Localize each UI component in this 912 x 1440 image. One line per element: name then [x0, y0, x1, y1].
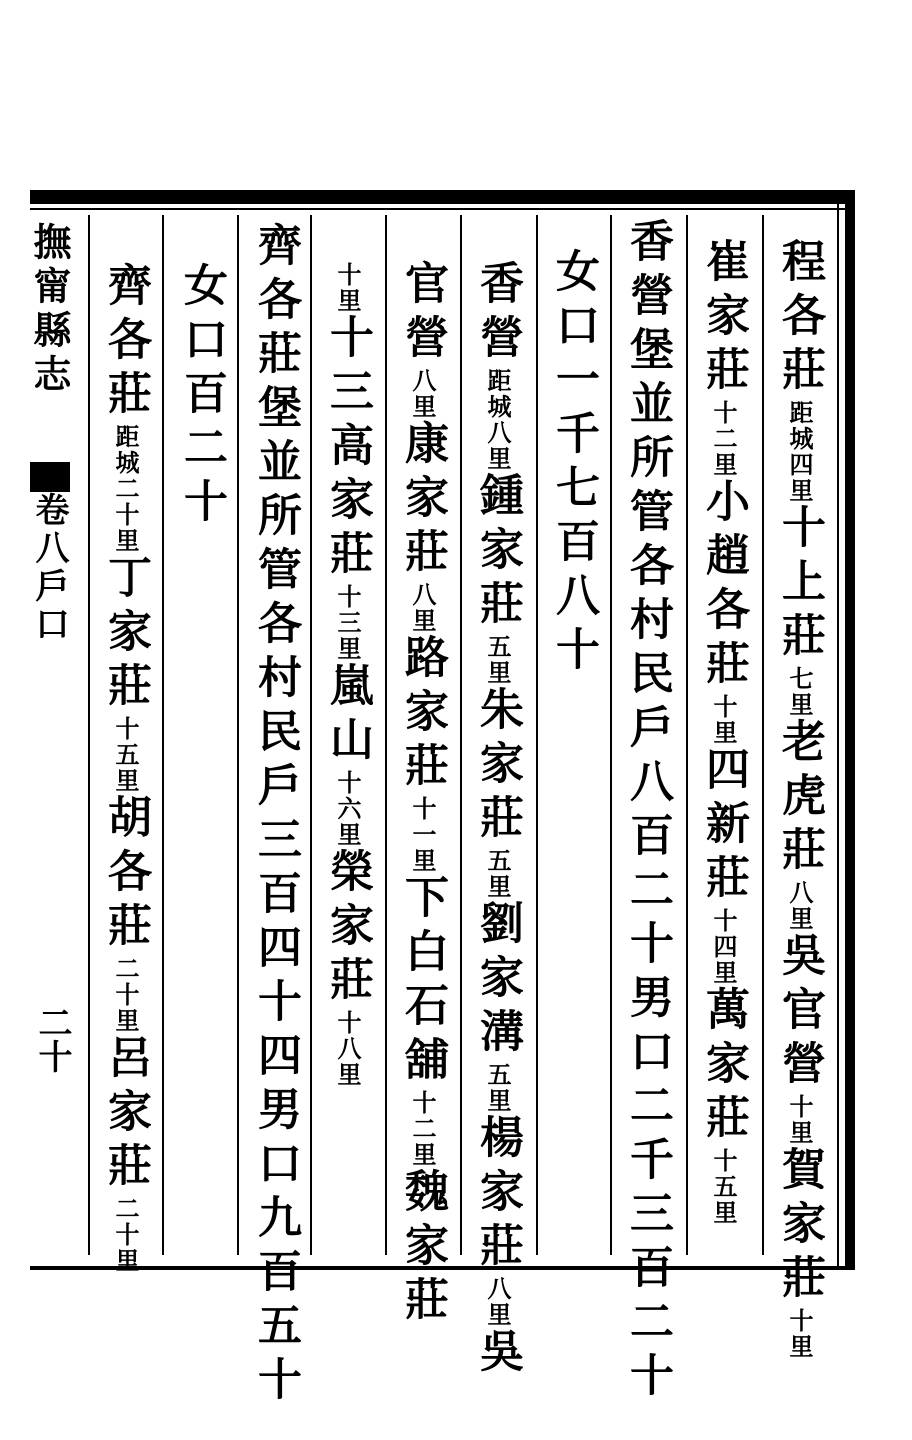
- annotation-line-right: 五: [483, 1062, 512, 1088]
- annotation-line-right: 十三: [333, 584, 362, 636]
- main-text: 劉家溝: [472, 900, 523, 1062]
- annotation: [472, 848, 522, 900]
- annotation-line-right: 距城: [785, 400, 814, 452]
- annotation-line-left: 里: [408, 608, 437, 634]
- book-title: 撫甯縣志: [27, 222, 72, 398]
- annotation-line-left: 里: [709, 1200, 738, 1226]
- annotation: [322, 770, 372, 848]
- text-column-7: [322, 262, 372, 1088]
- annotation: [100, 424, 150, 554]
- text-column-3: [622, 218, 672, 1406]
- main-text: 女口一千七百八十: [548, 248, 599, 680]
- main-text: 十三: [322, 314, 373, 422]
- main-text: 小趙各莊: [698, 478, 749, 694]
- annotation-line-left: 里: [483, 660, 512, 686]
- text-column-2: [698, 238, 748, 1226]
- annotation-line-right: 八: [785, 880, 814, 906]
- main-text: 香營堡並所管各村民戶八百二十男口二千三百二十: [622, 218, 673, 1406]
- annotation: [322, 584, 372, 662]
- annotation: [698, 908, 748, 986]
- annotation-line-right: 十五: [709, 1148, 738, 1200]
- annotation-line-right: 五: [483, 848, 512, 874]
- annotation: [698, 400, 748, 478]
- annotation-line-right: 十: [709, 694, 738, 720]
- annotation-line-left: 里: [333, 1062, 362, 1088]
- annotation-line-right: 十四: [709, 908, 738, 960]
- main-text: 崔家莊: [698, 238, 749, 400]
- main-text: 楊家莊: [472, 1114, 523, 1276]
- annotation: [774, 880, 824, 932]
- main-text: 老虎莊: [774, 718, 825, 880]
- annotation: [397, 582, 447, 634]
- main-text: 路家莊: [397, 634, 448, 796]
- annotation-line-left: 里: [483, 1088, 512, 1114]
- column-separator: [610, 215, 612, 1255]
- text-column-8: [250, 222, 300, 1410]
- annotation-line-right: 二十: [111, 1196, 140, 1248]
- main-text: 康家莊: [397, 420, 448, 582]
- main-text: 賀家莊: [774, 1146, 825, 1308]
- annotation-line-left: 八里: [483, 420, 512, 472]
- text-column-4: [548, 248, 598, 680]
- main-text: 香營: [472, 260, 523, 368]
- annotation: [100, 956, 150, 1034]
- main-text: 齊各莊堡並所管各村民戶三百四十四男口九百五十: [250, 222, 301, 1410]
- annotation: [472, 368, 522, 472]
- frame-top-border: [30, 190, 855, 204]
- main-text: 丁家莊: [100, 554, 151, 716]
- page-number: 二十: [32, 1005, 72, 1073]
- annotation-line-left: 里: [408, 848, 437, 874]
- frame-right-inner-border: [837, 190, 839, 1270]
- annotation-line-left: 里: [111, 768, 140, 794]
- annotation-line-right: 二十: [111, 956, 140, 1008]
- annotation-line-left: 里: [785, 692, 814, 718]
- annotation-line-left: 里: [408, 394, 437, 420]
- annotation-line-right: 八: [408, 582, 437, 608]
- annotation-line-right: 五: [483, 634, 512, 660]
- annotation-line-right: 十二: [408, 1090, 437, 1142]
- main-text: 魏家莊: [397, 1168, 448, 1330]
- annotation-line-right: 十: [785, 1308, 814, 1334]
- column-separator: [237, 215, 239, 1255]
- annotation: [472, 1276, 522, 1328]
- main-text: 朱家莊: [472, 686, 523, 848]
- annotation: [774, 1308, 824, 1360]
- main-text: 四: [698, 746, 749, 800]
- annotation-line-left: 里: [111, 1248, 140, 1274]
- column-separator: [310, 215, 312, 1255]
- main-text: 女口百二十: [176, 262, 227, 532]
- annotation-line-left: 里: [483, 1302, 512, 1328]
- annotation: [100, 716, 150, 794]
- annotation: [100, 1196, 150, 1274]
- main-text: 官營: [397, 260, 448, 368]
- main-text: 齊各莊: [100, 262, 151, 424]
- frame-top-inner-border: [30, 208, 855, 210]
- annotation-line-right: 距城二: [111, 424, 140, 502]
- main-text: 下白石舖: [397, 874, 448, 1090]
- annotation-line-left: 十里: [111, 502, 140, 554]
- column-separator: [536, 215, 538, 1255]
- annotation: [397, 1090, 447, 1168]
- annotation-line-left: 里: [333, 288, 362, 314]
- main-text: 嵐山: [322, 662, 373, 770]
- annotation-line-right: 八: [483, 1276, 512, 1302]
- main-text: 上莊: [774, 558, 825, 666]
- annotation-line-left: 里: [785, 1120, 814, 1146]
- column-separator: [385, 215, 387, 1255]
- annotation-line-right: 十: [333, 262, 362, 288]
- annotation-line-left: 里: [709, 452, 738, 478]
- annotation-line-right: 十一: [408, 796, 437, 848]
- main-text: 萬家莊: [698, 986, 749, 1148]
- column-separator: [762, 215, 764, 1255]
- main-text: 呂家莊: [100, 1034, 151, 1196]
- annotation-line-right: 八: [408, 368, 437, 394]
- annotation: [774, 400, 824, 504]
- annotation-line-left: 里: [408, 1142, 437, 1168]
- chapter-label: 卷八戶口: [29, 492, 69, 644]
- column-separator: [686, 215, 688, 1255]
- annotation: [774, 1094, 824, 1146]
- main-text: 鍾家莊: [472, 472, 523, 634]
- annotation: [774, 666, 824, 718]
- text-column-6: [397, 260, 447, 1330]
- main-text: 榮家莊: [322, 848, 373, 1010]
- annotation-line-right: 七: [785, 666, 814, 692]
- text-column-9: [176, 262, 226, 532]
- annotation: [698, 1148, 748, 1226]
- annotation-line-left: 里: [483, 874, 512, 900]
- annotation: [472, 634, 522, 686]
- fish-tail-mark: [30, 462, 70, 492]
- annotation-line-right: 距城: [483, 368, 512, 420]
- annotation-line-left: 里: [709, 960, 738, 986]
- main-text: 胡各莊: [100, 794, 151, 956]
- annotation: [397, 796, 447, 874]
- text-column-1: [774, 238, 824, 1360]
- annotation: [472, 1062, 522, 1114]
- annotation-line-left: 里: [333, 636, 362, 662]
- column-separator: [460, 215, 462, 1255]
- annotation: [698, 694, 748, 746]
- main-text: 十: [774, 504, 825, 558]
- column-separator: [162, 215, 164, 1255]
- main-text: 吳官營: [774, 932, 825, 1094]
- main-text: 程各莊: [774, 238, 825, 400]
- column-separator: [88, 215, 90, 1255]
- annotation-line-left: 里: [785, 906, 814, 932]
- annotation-line-right: 十二: [709, 400, 738, 452]
- annotation-line-right: 十: [785, 1094, 814, 1120]
- annotation-line-left: 里: [709, 720, 738, 746]
- annotation-line-left: 里: [785, 1334, 814, 1360]
- annotation-line-left: 里: [111, 1008, 140, 1034]
- annotation: [322, 1010, 372, 1088]
- main-text: 新莊: [698, 800, 749, 908]
- annotation-line-left: 四里: [785, 452, 814, 504]
- annotation: [397, 368, 447, 420]
- text-column-5: [472, 260, 522, 1382]
- annotation-line-right: 十六: [333, 770, 362, 822]
- frame-right-border: [845, 190, 855, 1270]
- annotation-line-left: 里: [333, 822, 362, 848]
- main-text: 高家莊: [322, 422, 373, 584]
- annotation-line-right: 十八: [333, 1010, 362, 1062]
- annotation-line-right: 十五: [111, 716, 140, 768]
- main-text: 吳: [472, 1328, 523, 1382]
- annotation: [322, 262, 372, 314]
- text-column-10: [100, 262, 150, 1274]
